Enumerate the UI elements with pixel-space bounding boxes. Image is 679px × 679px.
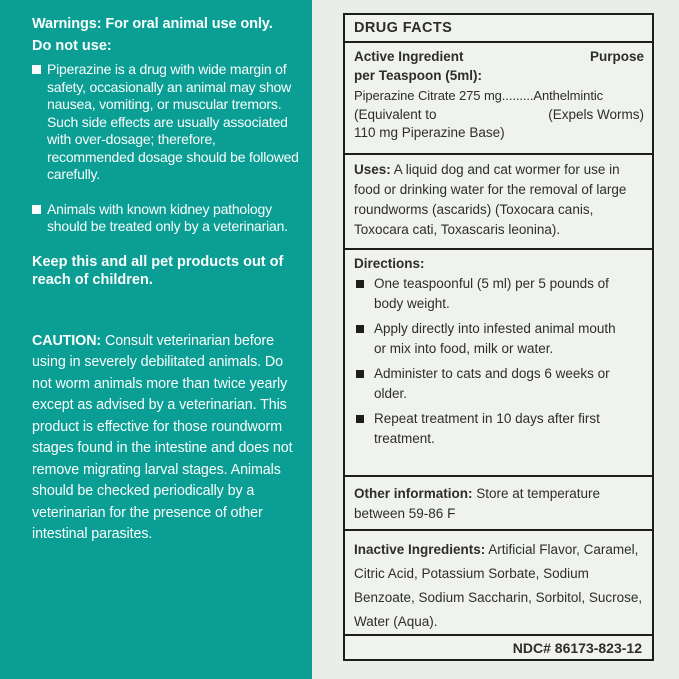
equivalent-row	[354, 106, 644, 125]
caution-paragraph	[32, 331, 300, 546]
other-information-section	[345, 477, 652, 531]
directions-item-text: One teaspoonful (5 ml) per 5 pounds of body weight.	[374, 276, 609, 311]
bullet-square-icon	[32, 205, 41, 214]
inactive-ingredients-label: Inactive Ingredients:	[354, 542, 486, 557]
directions-section	[345, 250, 652, 477]
warnings-heading: Warnings: For oral animal use only.	[32, 16, 273, 32]
purpose-heading: Purpose	[589, 49, 644, 64]
uses-text: A liquid dog and cat wormer for use in food or drinking water for the removal of large roundworms (ascarids) (Toxocara canis, Toxocara cati, Toxascaris leonina).	[354, 162, 627, 237]
directions-item	[354, 364, 644, 404]
equivalent-line1: (Equivalent to	[354, 106, 437, 122]
directions-item-text: Repeat treatment in 10 days after first treatment.	[374, 411, 600, 446]
uses-paragraph	[354, 160, 640, 240]
caution-label: CAUTION:	[32, 332, 102, 349]
do-not-use-heading: Do not use:	[32, 38, 112, 54]
inactive-ingredients-text: Artificial Flavor, Caramel, Citric Acid, Potassium Sorbate, Sodium Benzoate, Sodium Saccharin, Sorbitol, Sucrose, Water (Aqua).	[354, 542, 643, 629]
directions-item	[354, 319, 644, 359]
uses-label: Uses:	[354, 162, 391, 177]
drug-facts-title: DRUG FACTS	[345, 15, 652, 43]
caution-text: Consult veterinarian before using in severely debilitated animals. Do not worm animals more than twice yearly except as advised by a veterinarian. This product is effective for those roundworm stages found in the intestine and does not remove migrating larval stages. Animals should be checked periodically by a veterinarian for the presence of other intestinal parasites.	[32, 332, 293, 542]
drug-facts-box	[343, 13, 654, 661]
directions-item-text: Apply directly into infested animal mouth or mix into food, milk or water.	[374, 321, 616, 356]
directions-list	[354, 274, 644, 449]
other-information-label: Other information:	[354, 486, 473, 501]
directions-heading: Directions:	[354, 256, 425, 271]
bullet-square-icon	[356, 325, 364, 333]
purpose-value: (Expels Worms)	[548, 106, 644, 122]
warning-item	[32, 61, 300, 184]
directions-item	[354, 274, 644, 314]
warnings-bullet-list	[32, 61, 300, 236]
warnings-panel	[0, 0, 312, 679]
bullet-square-icon	[356, 415, 364, 423]
warning-item	[32, 201, 300, 236]
other-information-text: Store at temperature between 59-86 F	[354, 486, 601, 521]
bullet-square-icon	[32, 65, 41, 74]
ndc-number: NDC# 86173-823-12	[512, 639, 642, 656]
ingredient-amount-line: Piperazine Citrate 275 mg.........Anthelmintic	[354, 88, 604, 103]
bullet-square-icon	[356, 370, 364, 378]
keep-away-statement: Keep this and all pet products out of reach of children.	[32, 253, 284, 288]
equivalent-line2: 110 mg Piperazine Base)	[354, 125, 505, 140]
active-ingredient-header	[354, 48, 644, 85]
directions-item	[354, 409, 644, 449]
directions-item-text: Administer to cats and dogs 6 weeks or older.	[374, 366, 610, 401]
warning-item-text: Piperazine is a drug with wide margin of safety, occasionally an animal may show nausea, vomiting, or muscular tremors. Such side effects are usually associated with over-dosage; therefore, recommended dosage should be followed carefully.	[47, 61, 299, 182]
active-ingredient-heading: Active Ingredient per Teaspoon (5ml):	[354, 49, 483, 83]
warning-item-text: Animals with known kidney pathology should be treated only by a veterinarian.	[47, 200, 288, 234]
bullet-square-icon	[356, 280, 364, 288]
drug-facts-panel	[312, 0, 679, 679]
active-ingredient-section	[345, 43, 652, 155]
inactive-ingredients-section	[345, 531, 652, 636]
uses-section	[345, 155, 652, 250]
